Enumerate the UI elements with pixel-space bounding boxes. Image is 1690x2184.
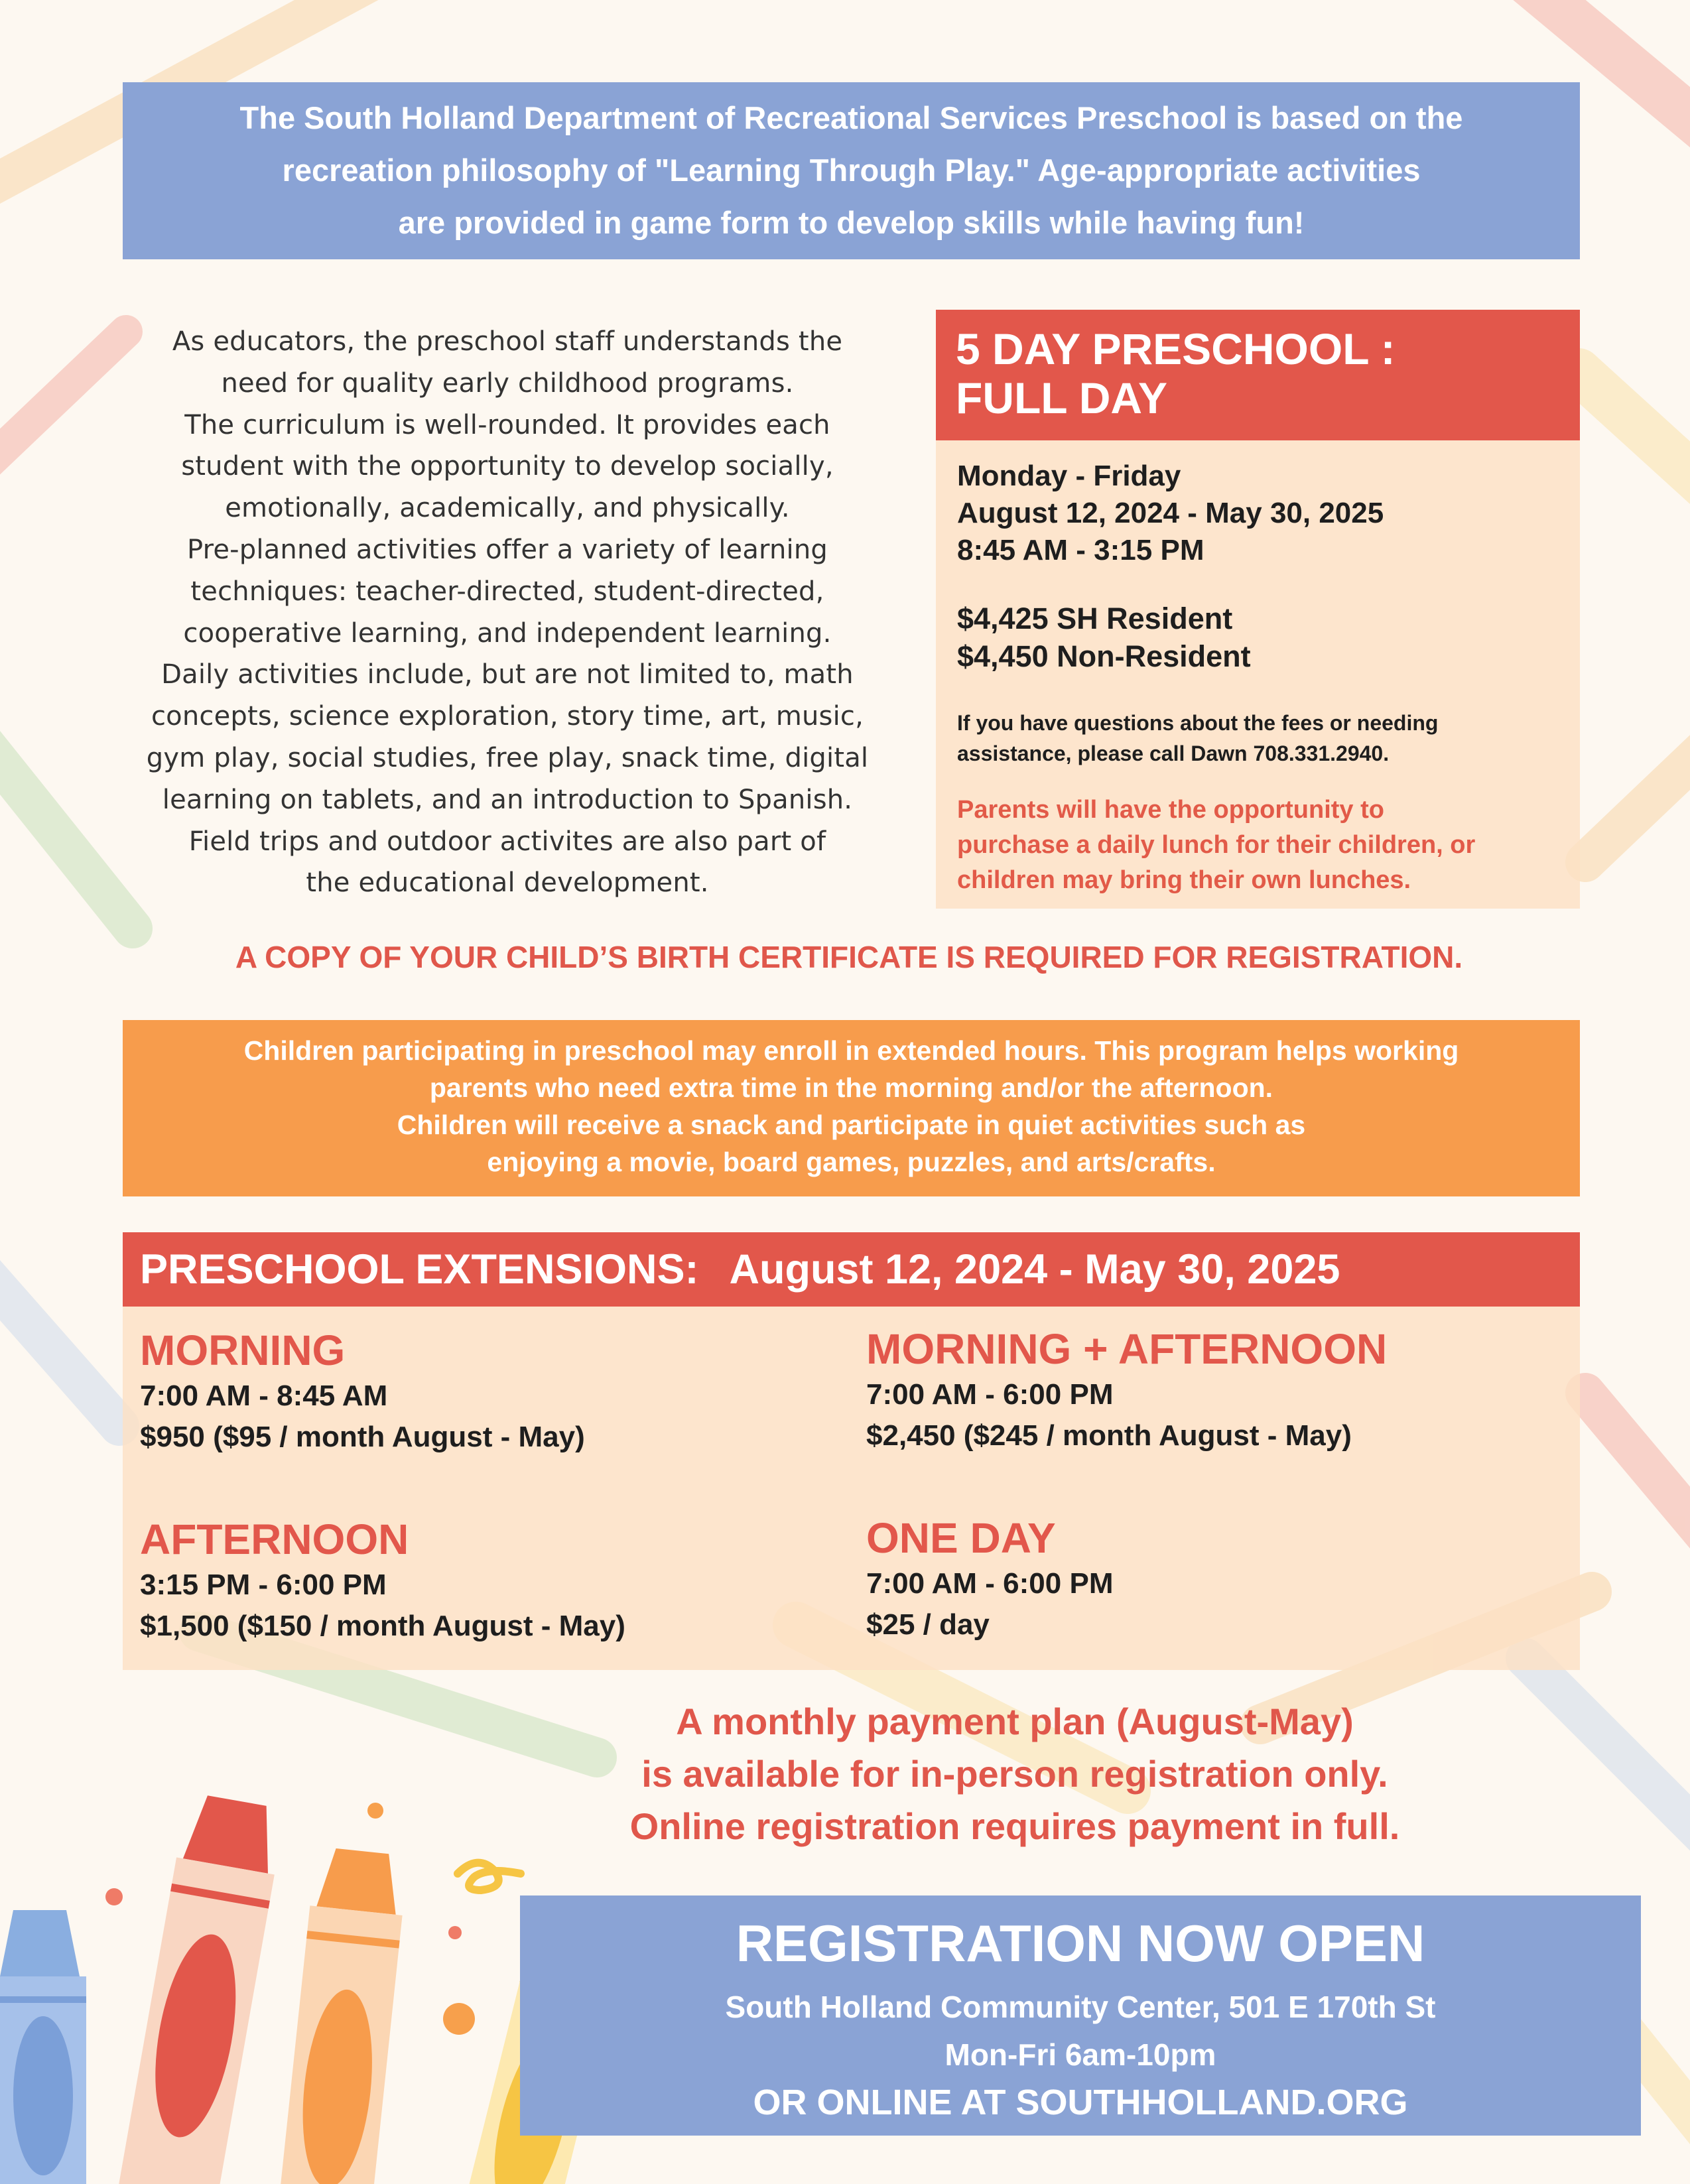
description-line: cooperative learning, and independent learning. bbox=[183, 617, 832, 649]
extension-time: 7:00 AM - 8:45 AM bbox=[140, 1380, 388, 1412]
extended-line: enjoying a movie, board games, puzzles, and arts/crafts. bbox=[487, 1147, 1216, 1177]
extension-price: $2,450 ($245 / month August - May) bbox=[866, 1419, 1352, 1452]
intro-line: are provided in game form to develop skills while having fun! bbox=[398, 205, 1305, 240]
description-line: student with the opportunity to develop socially, bbox=[181, 451, 834, 482]
payment-note-line: Online registration requires payment in full. bbox=[629, 1805, 1400, 1847]
description-line: As educators, the preschool staff understands the bbox=[172, 326, 843, 357]
schedule-dates: August 12, 2024 - May 30, 2025 bbox=[957, 497, 1384, 529]
intro-line: recreation philosophy of "Learning Through Play." Age-appropriate activities bbox=[282, 153, 1421, 188]
schedule-days: Monday - Friday bbox=[957, 460, 1181, 492]
description-line: need for quality early childhood programs. bbox=[221, 367, 794, 399]
extensions-label: PRESCHOOL EXTENSIONS: bbox=[140, 1246, 699, 1293]
description-line: techniques: teacher-directed, student-directed, bbox=[190, 576, 824, 607]
extension-price: $1,500 ($150 / month August - May) bbox=[140, 1610, 625, 1642]
extension-time: 3:15 PM - 6:00 PM bbox=[140, 1569, 387, 1601]
lunch-note-line: children may bring their own lunches. bbox=[957, 866, 1411, 894]
registration-title: REGISTRATION NOW OPEN bbox=[736, 1914, 1425, 1972]
description-line: Field trips and outdoor activites are also part of bbox=[188, 826, 826, 857]
registration-online-link[interactable]: OR ONLINE AT SOUTHHOLLAND.ORG bbox=[753, 2083, 1408, 2122]
payment-note-line: A monthly payment plan (August-May) bbox=[676, 1701, 1354, 1742]
full-day-pricing bbox=[957, 600, 1251, 675]
lunch-note-line: Parents will have the opportunity to bbox=[957, 796, 1384, 824]
registration-location: South Holland Community Center, 501 E 170th St bbox=[725, 1990, 1436, 2024]
intro-banner bbox=[123, 82, 1580, 259]
extension-one-day bbox=[866, 1513, 1113, 1645]
schedule-times: 8:45 AM - 3:15 PM bbox=[957, 534, 1204, 566]
extension-title: MORNING + AFTERNOON bbox=[866, 1325, 1388, 1373]
extension-price: $25 / day bbox=[866, 1608, 990, 1641]
registration-banner bbox=[520, 1895, 1641, 2136]
extension-morning bbox=[140, 1325, 585, 1458]
extension-title: ONE DAY bbox=[866, 1514, 1056, 1562]
full-day-preschool-card bbox=[936, 310, 1580, 909]
extension-price: $950 ($95 / month August - May) bbox=[140, 1421, 585, 1453]
program-description bbox=[126, 321, 889, 904]
birth-certificate-notice: A COPY OF YOUR CHILD’S BIRTH CERTIFICATE IS REQUIRED FOR REGISTRATION. bbox=[235, 940, 1463, 974]
extension-morning-afternoon bbox=[866, 1324, 1387, 1456]
extension-title: AFTERNOON bbox=[140, 1515, 409, 1563]
fees-note-line: If you have questions about the fees or needing bbox=[957, 711, 1439, 735]
description-line: concepts, science exploration, story time, art, music, bbox=[151, 701, 864, 732]
fees-note-line: assistance, please call Dawn 708.331.2940. bbox=[957, 741, 1390, 765]
description-line: learning on tablets, and an introduction to Spanish. bbox=[162, 784, 853, 815]
description-line: Daily activities include, but are not limited to, math bbox=[161, 659, 854, 690]
price-nonresident: $4,450 Non-Resident bbox=[957, 639, 1251, 673]
description-line: The curriculum is well-rounded. It provides each bbox=[184, 409, 830, 440]
description-line: gym play, social studies, free play, snack time, digital bbox=[146, 742, 869, 773]
payment-note-line: is available for in-person registration only. bbox=[641, 1753, 1388, 1795]
extended-line: Children participating in preschool may enroll in extended hours. This program helps working bbox=[243, 1035, 1459, 1066]
extensions-header bbox=[123, 1232, 1580, 1307]
lunch-note bbox=[957, 793, 1475, 898]
price-resident: $4,425 SH Resident bbox=[957, 602, 1233, 635]
fees-contact-note bbox=[957, 708, 1438, 769]
extension-time: 7:00 AM - 6:00 PM bbox=[866, 1378, 1114, 1411]
extension-time: 7:00 AM - 6:00 PM bbox=[866, 1567, 1114, 1600]
description-line: Pre-planned activities offer a variety of learning bbox=[186, 534, 828, 565]
description-line: the educational development. bbox=[306, 867, 709, 899]
lunch-note-line: purchase a daily lunch for their children, or bbox=[957, 831, 1476, 859]
full-day-title bbox=[936, 310, 1580, 440]
full-day-title-line: 5 DAY PRESCHOOL : bbox=[956, 324, 1396, 373]
extension-title: MORNING bbox=[140, 1326, 346, 1374]
extended-hours-banner bbox=[123, 1020, 1580, 1196]
full-day-schedule bbox=[957, 458, 1384, 569]
preschool-extensions-card bbox=[123, 1232, 1580, 1670]
extension-afternoon bbox=[140, 1514, 625, 1647]
description-line: emotionally, academically, and physically. bbox=[225, 493, 790, 524]
payment-plan-note bbox=[551, 1695, 1479, 1852]
registration-hours: Mon-Fri 6am-10pm bbox=[944, 2037, 1216, 2072]
extended-line: Children will receive a snack and participate in quiet activities such as bbox=[397, 1110, 1306, 1140]
intro-line: The South Holland Department of Recreational Services Preschool is based on the bbox=[239, 100, 1463, 135]
full-day-title-line: FULL DAY bbox=[956, 373, 1168, 422]
extended-line: parents who need extra time in the morning and/or the afternoon. bbox=[429, 1072, 1273, 1103]
extensions-dates: August 12, 2024 - May 30, 2025 bbox=[729, 1246, 1340, 1293]
